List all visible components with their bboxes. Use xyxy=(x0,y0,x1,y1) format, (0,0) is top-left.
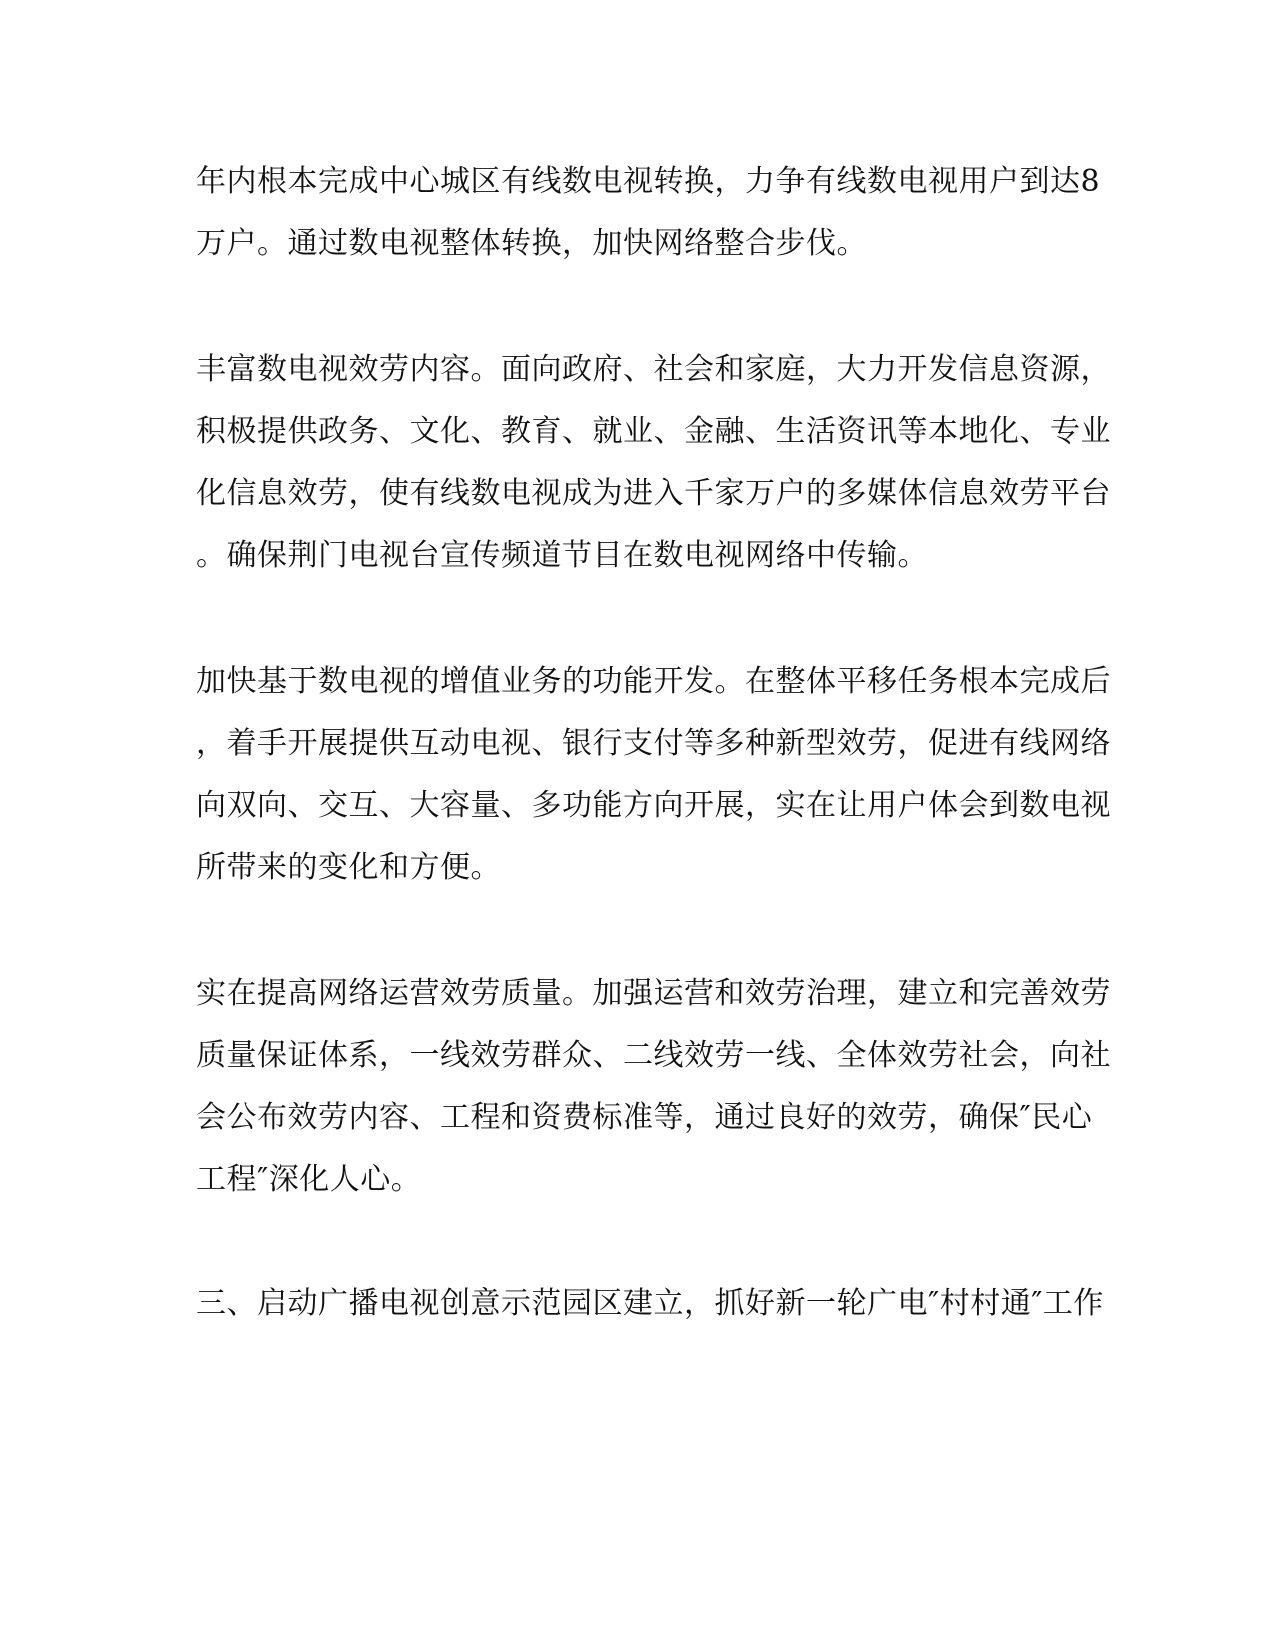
paragraph-4-line-1: 实在提高网络运营效劳质量。加强运营和效劳治理，建立和完善效劳 xyxy=(196,976,1111,1011)
paragraph-3-line-4: 所带来的变化和方便。 xyxy=(196,850,501,885)
paragraph-2-line-4: 。确保荆门电视台宣传频道节目在数电视网络中传输。 xyxy=(196,538,928,573)
paragraph-3-line-3: 向双向、交互、大容量、多功能方向开展，实在让用户体会到数电视 xyxy=(196,788,1111,823)
paragraph-1-line-2: 万户。通过数电视整体转换，加快网络整合步伐。 xyxy=(196,226,867,261)
paragraph-3-line-2: ，着手开展提供互动电视、银行支付等多种新型效劳，促进有线网络 xyxy=(196,726,1111,761)
paragraph-2-line-3: 化信息效劳，使有线数电视成为进入千家万户的多媒体信息效劳平台 xyxy=(196,476,1111,511)
paragraph-4-line-3: 会公布效劳内容、工程和资费标准等，通过良好的效劳，确保″民心 xyxy=(196,1100,1093,1135)
paragraph-5-line-1: 三、启动广播电视创意示范园区建立，抓好新一轮广电″村村通″工作 xyxy=(196,1286,1104,1321)
paragraph-1-line-1: 年内根本完成中心城区有线数电视转换，力争有线数电视用户到达8 xyxy=(196,164,1101,199)
paragraph-2-line-2: 积极提供政务、文化、教育、就业、金融、生活资讯等本地化、专业 xyxy=(196,414,1111,449)
paragraph-3-line-1: 加快基于数电视的增值业务的功能开发。在整体平移任务根本完成后 xyxy=(196,664,1111,699)
paragraph-4-line-4: 工程″深化人心。 xyxy=(196,1162,422,1197)
paragraph-2-line-1: 丰富数电视效劳内容。面向政府、社会和家庭，大力开发信息资源， xyxy=(196,352,1111,387)
paragraph-4-line-2: 质量保证体系，一线效劳群众、二线效劳一线、全体效劳社会，向社 xyxy=(196,1038,1111,1073)
